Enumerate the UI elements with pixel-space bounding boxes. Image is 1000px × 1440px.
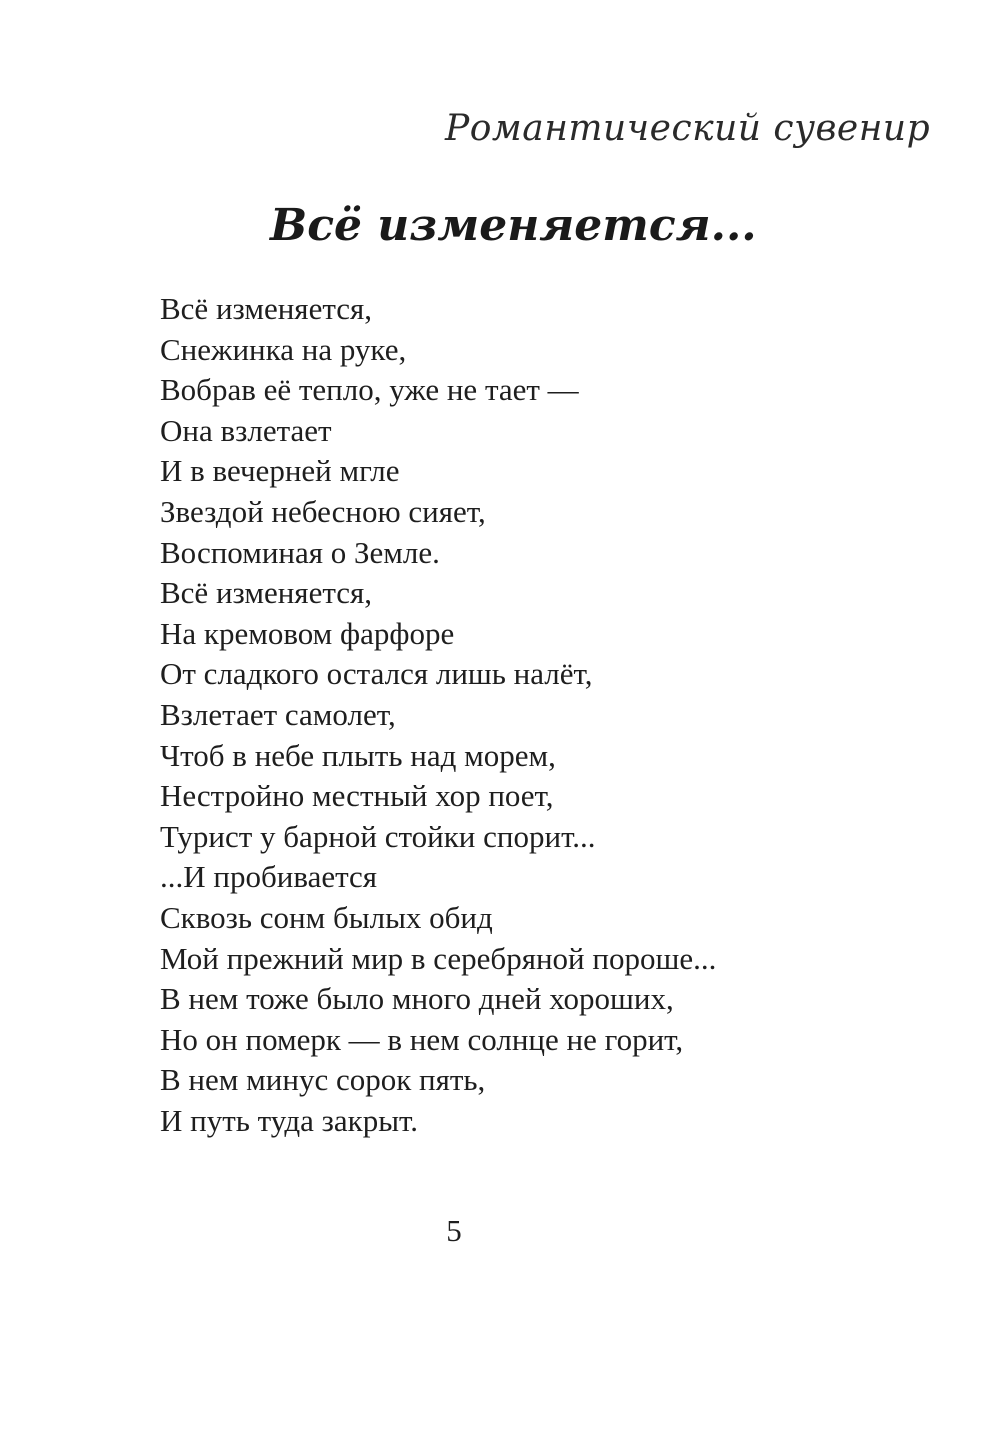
poem-line: От сладкого остался лишь налёт,	[160, 656, 593, 692]
poem-line: Воспоминая о Земле.	[160, 534, 440, 570]
poem-title: Всё изменяется...	[270, 200, 757, 251]
poem-line: Звездой небесною сияет,	[160, 493, 486, 529]
poem-line: Она взлетает	[160, 412, 332, 448]
poem-line: Взлетает самолет,	[160, 696, 396, 732]
poem-line: Но он померк — в нем солнце не горит,	[160, 1021, 684, 1057]
poem-line: И путь туда закрыт.	[160, 1102, 418, 1138]
poem-line: ...И пробивается	[160, 859, 378, 895]
poem-line: На кремовом фарфоре	[160, 615, 455, 651]
poem-line: Всё изменяется,	[160, 575, 373, 611]
poem-line: Сквозь сонм былых обид	[160, 899, 493, 935]
poem-line: И в вечерней мгле	[160, 453, 400, 489]
poem-body	[160, 289, 880, 1141]
running-header: Романтический сувенир	[445, 108, 931, 149]
poem-line: Чтоб в небе плыть над морем,	[160, 737, 556, 773]
poem-line: Снежинка на руке,	[160, 331, 407, 367]
poem-line: Турист у барной стойки спорит...	[160, 818, 596, 854]
poem-line: Нестройно местный хор поет,	[160, 778, 554, 814]
poem-line: Всё изменяется,	[160, 291, 373, 326]
poem-line: Вобрав её тепло, уже не тает —	[160, 372, 579, 408]
poem-line: Мой прежний мир в серебряной пороше...	[160, 940, 717, 976]
poem-line: В нем минус сорок пять,	[160, 1062, 486, 1098]
page-number: 5	[446, 1213, 462, 1248]
poem-line: В нем тоже было много дней хороших,	[160, 981, 674, 1017]
